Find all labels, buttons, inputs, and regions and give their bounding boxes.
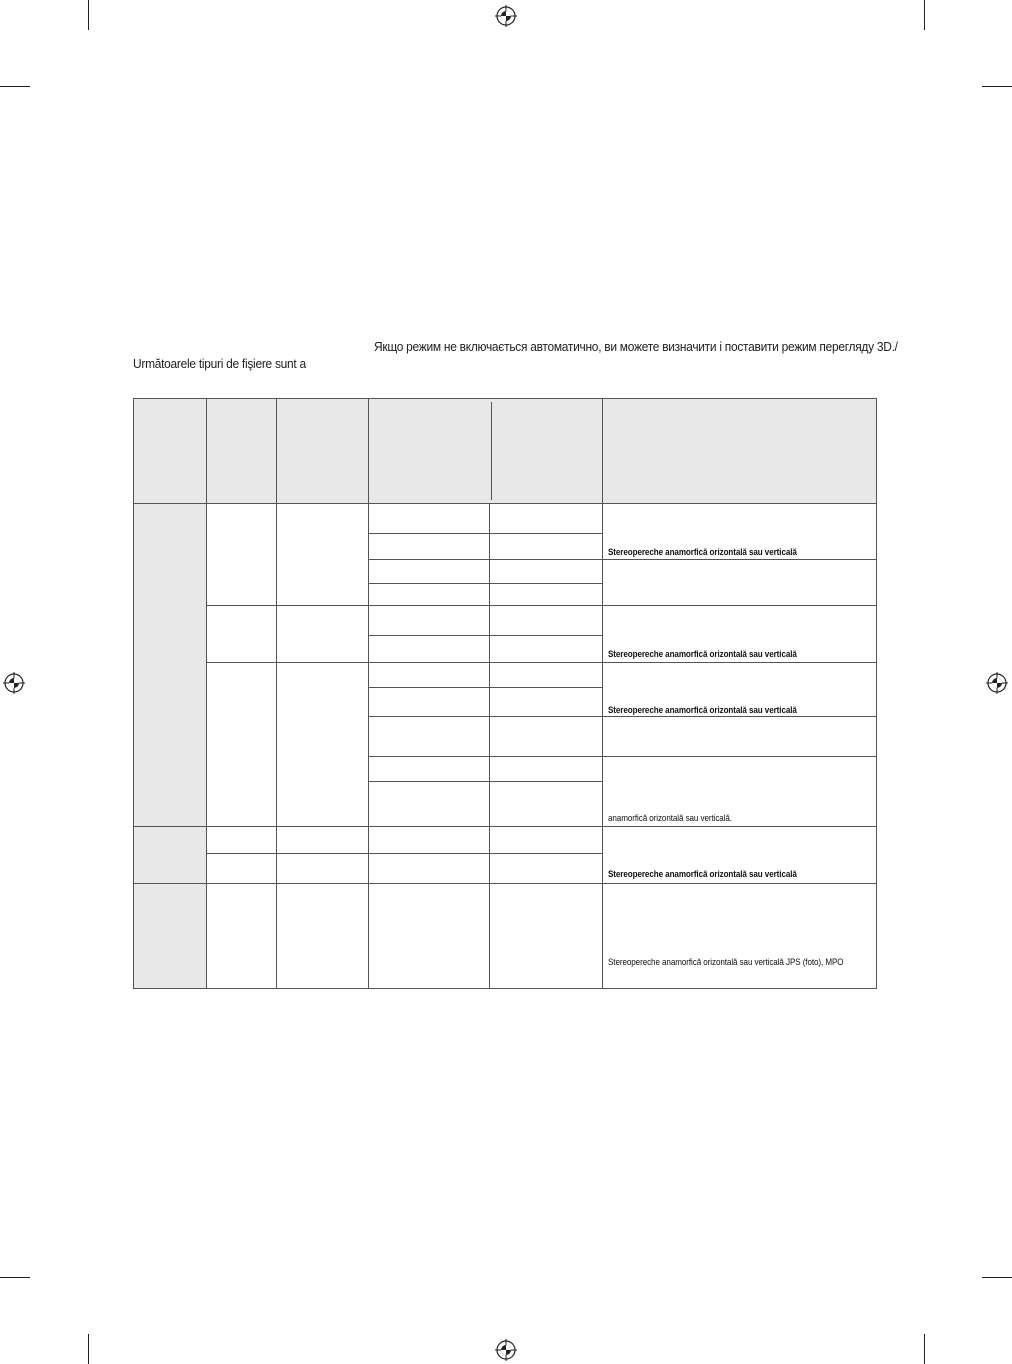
table-note: Stereopereche anamorfică orizontală sau verticală [608, 547, 797, 558]
file-types-table [133, 398, 877, 989]
crop-mark-left-bottom [0, 1277, 30, 1278]
group-cell-2 [133, 826, 206, 883]
table-note: Stereopereche anamorfică orizontală sau verticală JPS (foto), MPO [608, 957, 844, 968]
crop-mark-bottom-right [924, 1334, 925, 1364]
registration-mark-icon [495, 5, 517, 27]
crop-mark-right-top [982, 86, 1012, 87]
intro-text-ukrainian: Якщо режим не включається автоматично, ви можете визначити і поставити режим перегляду 3D./ [374, 339, 898, 354]
table-note: anamorfică orizontală sau verticală. [608, 813, 732, 824]
group-cell-1 [133, 503, 206, 826]
crop-mark-left-top [0, 86, 30, 87]
registration-mark-icon [3, 672, 25, 694]
intro-text-romanian: Următoarele tipuri de fişiere sunt a [133, 356, 306, 371]
registration-mark-icon [495, 1339, 517, 1361]
table-note: Stereopereche anamorfică orizontală sau verticală [608, 869, 797, 880]
crop-mark-right-bottom [982, 1277, 1012, 1278]
table-note: Stereopereche anamorfică orizontală sau verticală [608, 649, 797, 660]
crop-mark-top-right [924, 0, 925, 30]
registration-mark-icon [986, 672, 1008, 694]
table-note: Stereopereche anamorfică orizontală sau verticală [608, 705, 797, 716]
crop-mark-bottom-left [88, 1334, 89, 1364]
table-header-row [133, 398, 877, 503]
crop-mark-top-left [88, 0, 89, 30]
group-cell-3 [133, 883, 206, 989]
